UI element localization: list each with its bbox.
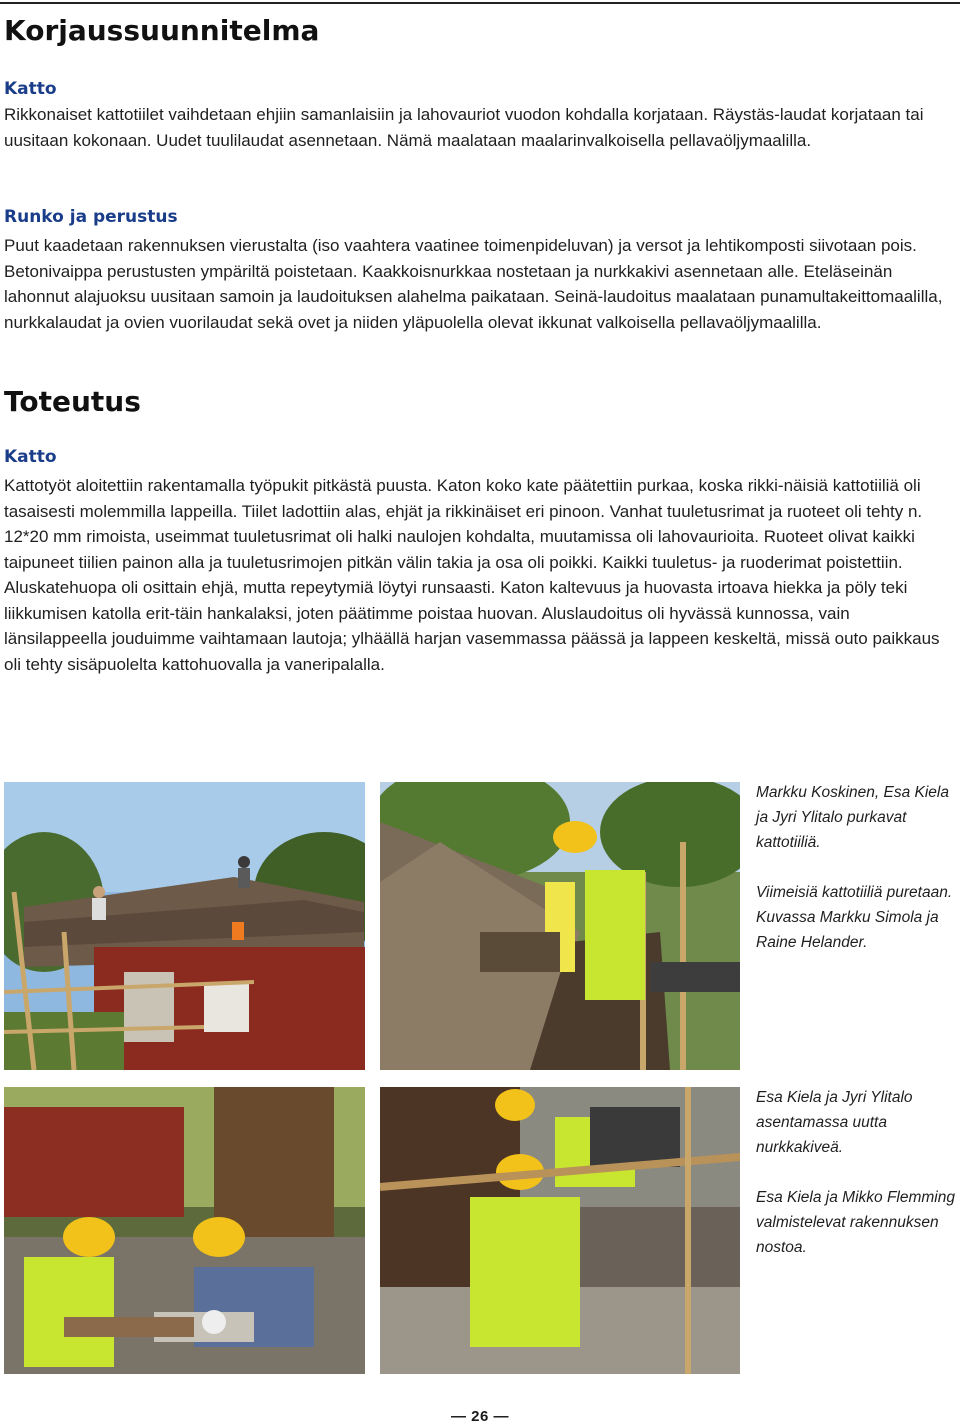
roof-plan-paragraph: Rikkonaiset kattotiilet vaihdetaan ehjiin samanlaisiin ja lahovauriot vuodon kohdalla korjataan. Räystäs-laudat korjataan tai uusitaan kokonaan. Uudet tuulilaudat asennetaan. Nämä maalataan maalarinvalkoisella pellavaöljymaalilla. xyxy=(4,105,924,150)
section-heading-roof-implementation: Katto xyxy=(4,447,57,467)
caption-top-2: Viimeisiä kattotiiliä puretaan. Kuvassa Markku Simola ja Raine Helander. xyxy=(756,884,953,951)
photo-building-lift xyxy=(380,1087,740,1374)
roof-implementation-paragraph: Kattotyöt aloitettiin rakentamalla työpukit pitkästä puusta. Katon koko kate päätettiin purkaa, koska rikki-näisiä kattotiiliä oli tasaisesti molemmilla lappeilla. Tiilet ladottiin alas, ehjät ja rikkinäiset eri pinoon. Vanhat tuuletusrimat ja ruoteet oli tehty n. 12*20 mm rimoista, useimmat tuuletusrimat oli halki naulojen kohdalta, muutamissa oli lahovaurioita. Ruoteet olivat kaikki taipuneet tiilien painon alla ja tuuletusrimojen pitkän välin takia ja osa oli poikki. Kaikki tuuletus- ja ruoderimat poistettiin. Aluskatehuopa oli osittain ehjä, mutta repeytymiä löytyi runsaasti. Katon kaltevuus ja huovasta irtoava hiekka ja pöly teki liikkumisen katolla erit-täin hankalaksi, joten päätimme poistaa huovan. Aluslaudoitus oli hyvässä kunnossa, vain länsilappeella jouduimme vaihtamaan lautoja; ylhäällä harjan vasemmassa päässä ja lappeen keskeltä, missä outo paikkaus oli tehty sisäpuolelta kattohuovalla ja vaneripalalla. xyxy=(4,476,940,674)
caption-top-1: Markku Koskinen, Esa Kiela ja Jyri Ylitalo purkavat kattotiiliä. xyxy=(756,784,949,851)
caption-bottom-1: Esa Kiela ja Jyri Ylitalo asentamassa uutta nurkkakiveä. xyxy=(756,1089,913,1156)
section-heading-frame: Runko ja perustus xyxy=(4,207,178,227)
photo-roof-tiles-removal xyxy=(380,782,740,1070)
implementation-title: Toteutus xyxy=(4,385,141,418)
section-heading-roof: Katto xyxy=(4,79,57,99)
frame-plan-paragraph: Puut kaadetaan rakennuksen vierustalta (iso vaahtera vaatinee toimenpideluvan) ja versot ja lehtikomposti siivotaan pois. Betonivaippa perustusten ympäriltä poistetaan. Kaakkoisnurkkaa nostetaan ja nurkkakivi asennetaan alle. Eteläseinän lahonnut alajuoksu uusitaan samoin ja laudoituksen alahelma paikataan. Seinä-laudoitus maalataan punamultakeittomaalilla, nurkkalaudat ja ovien vuorilaudat sekä ovet ja niiden yläpuolella olevat ikkunat valkoisella pellavaöljymaalilla. xyxy=(4,236,943,332)
caption-bottom-2: Esa Kiela ja Mikko Flemming valmistelevat rakennuksen nostoa. xyxy=(756,1189,955,1256)
top-rule xyxy=(0,2,960,4)
page-number: — 26 — xyxy=(450,1408,510,1425)
page-title: Korjaussuunnitelma xyxy=(4,14,320,47)
photo-corner-stone xyxy=(4,1087,365,1374)
photo-roof-demolition xyxy=(4,782,365,1070)
